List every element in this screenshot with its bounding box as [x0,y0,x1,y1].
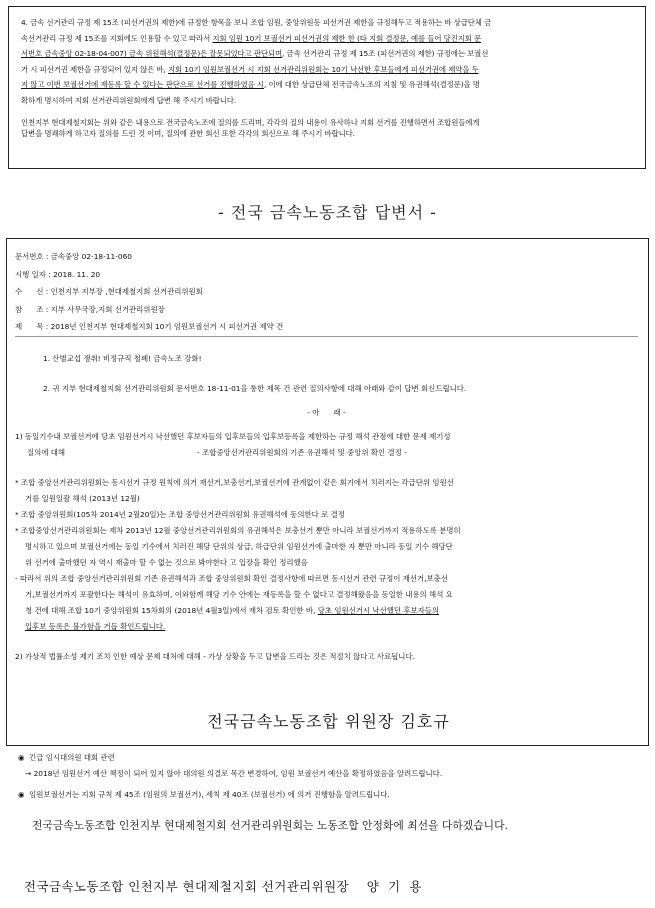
inquiry-line [21,77,633,93]
union-president-signoff: 전국금속노동조합 위원장 김호규 [207,712,450,731]
cc [15,301,638,319]
recipient-label: 수 신 : [15,287,51,296]
bullet-4: - 따라서 위의 조합 중앙선거관리위원회 기존 유권해석과 조합 중앙위원회 확인 결정사항에 따르면 동시선거 관련 규정이 재선거,보충선 [15,573,448,583]
committee-chair-signature: 전국금속노동조합 인천지부 현대제철지회 선거관리위원장 양 기 용 [24,879,422,894]
bullet-2: * 조합 중앙위원회(105차 2014년 2월20일)는 조합 중앙선거관리위원회 유권해석에 동의한다 로 결정 [15,509,345,519]
reply-heading: - 전국 금속노동조합 답변서 - [218,203,437,222]
question-1-tail: 질의에 대해 [27,447,66,457]
bullet-3-cont: 명시하고 있으며 보궐선거에는 동일 기수에서 치러진 해당 단위의 상급, 하급단위 임원선거에 출마한 자 뿐만 아니라 동일 기수 해당단 [25,541,453,551]
question-1-cont [15,445,638,461]
point-2: 2. 귀 지부 현대제철지회 선거관리위원회 문서번호 18-11-01을 통한 제목 건 관련 질의사항에 대해 아래와 같이 답변 회신드립니다. [43,383,467,393]
question-1: 1) 동일기수내 보궐선거에 당초 임원선거시 낙선했던 후보자들의 입후보들의 입후보등록을 제한하는 규정 해석 관점에 대한 문제 제기성 [15,431,451,441]
bullet-4-cont [15,603,638,619]
inquiry-underlined-text: 서번호 금속중앙 02-18-04-007) 금속 위원해석(결정문)은 잘못되었다고 판단되며 [21,49,283,59]
inquiry-line [21,62,633,78]
notice-detail: → 2018년 임원선거 예산 책정이 되어 있지 않아 대의원 의결로 목간 변경하여, 임원 보궐선거 예산을 확정하였음을 알려드립니다. [18,768,443,778]
notice-list [18,750,638,803]
recipient-value: 인천지부 지부장 ,현대제철지회 선거관리위원회 [50,287,203,296]
inquiry-line [21,31,633,47]
issue-date: 시행 일자 : 2018. 11. 20 [15,269,101,279]
inquiry-line [21,46,633,62]
inquiry-box [8,6,646,169]
bullet-4-conclusion: 입후보 등록은 불가함을 거듭 확인드립니다. [25,621,166,631]
subject-label: 제 목 : [15,322,51,331]
inquiry-underlined-text: 지 않고 이번 보궐선거에 재등록 할 수 있다는 판단으로 선거를 진행하였음 시 [21,80,264,90]
inquiry-line: 4. 금속 선거관리 규정 제 15조 (피선거권의 제한)에 규정한 항목을 보니 조합 임원, 중앙위원등 피선거권 제한을 규정해두고 적용하는 바 상급단체 금 [21,18,492,27]
inquiry-line: 확하게 명시하여 지회 선거관리위원회에게 답변 해 주시기 바랍니다. [21,95,237,105]
closing-statement: 전국금속노동조합 인천지부 현대제철지회 선거관리위원회는 노동조합 안정화에 최선을 다하겠습니다. [32,819,508,832]
answer-1-title: - 조합중앙선거관리위원회의 기존 유권해석 및 중앙위 확인 결정 - [197,447,407,457]
bullet-4-text: 청 건에 대해 조합 10기 중앙위원회 15차회의 (2018년 4월3일)에서 재차 검토 확인한 바, [25,605,318,615]
doc-number: 문서번호 : 금속중앙 02-18-11-060 [15,252,132,261]
reply-box [6,238,649,746]
inquiry-text: , 금속 선거관리 규정 제 15조 (피선거권의 제한) 규정에는 보궐선 [282,49,489,59]
inquiry-text: , 이에 대한 상급단체 전국금속노조의 지침 및 유권해석(결정문)을 명 [263,80,480,90]
recipient [15,283,638,301]
subject [15,318,638,337]
inquiry-text: 거 시 피선거권 제한을 규정되어 있지 않은 바, [21,64,168,74]
subject-value: 2018년 인천지부 현대제철지회 10기 임원보궐선거 시 피선거권 제약 건 [50,322,284,331]
below-marker: - 아 래 - [307,407,346,417]
inquiry-underlined-text: 지회 임원 10기 보궐선거 피선거권의 제한 한 (타 지회 결정문, 예를 들어 당진지회 문 [212,33,482,43]
bullet-1: * 조합 중앙선거관리위원회는 동시선거 규정 원칙에 의거 재선거,보충선거,보궐선거에 관계없이 같은 회기에서 치러지는 각급단위 임원선 [15,477,454,487]
point-1: 1. 산별교섭 쟁취! 비정규직 철폐! 금속노조 강화! [43,353,202,363]
inquiry-note: 인천지부 현대제철지회는 위와 같은 내용으로 전국금속노조에 질의를 드리며, 각각의 질의 내용이 유사하나 지회 선거를 진행하면서 조합원들에게 [21,117,480,127]
bullet-4-cont: 거,보궐선거까지 포괄한다는 해석이 유효하며, 이와함께 해당 기수 안에는 재등록을 할 수 없다고 결정해왔음을 동일한 내용의 해석 요 [25,589,453,599]
bullet-4-underlined: 당초 임원선거시 낙선했던 후보자들의 [317,605,440,615]
inquiry-text: 속선거관리 규정 제 15조를 지회에도 인용할 수 있고 따라서 [21,33,213,43]
question-2: 2) 가상적 법률소성 제기 조치 인한 예상 문제 대처에 대해 - 가상 상황을 두고 답변을 드리는 것은 적절치 않다고 사료됩니다. [15,651,415,661]
notice-item: ◉ 긴급 임시대의원 대회 관련 [18,753,115,762]
cc-label: 참 조 : [15,304,51,314]
bullet-1-cont: 거를 일원일괄 해석 (2013년 12월) [25,493,140,503]
inquiry-note: 답변을 명쾌하게 하고자 질의를 드린 것 이며, 질의에 관한 회신 또한 각각의 회신으로 해 주시기 바랍니다. [21,128,355,138]
notice-item: ◉ 임원보궐선거는 지회 규칙 제 45조 (임원의 보궐선거), 세칙 제 40조 (보궐선거) 에 의거 진행함을 알려드립니다. [18,790,390,799]
inquiry-underlined-text: 지회 10기 임원보궐선거 시 지회 선거관리위원회는 10기 낙선한 후보들에게 피선거권에 제약을 두 [167,64,479,74]
cc-value: 지부 사무국장,지회 선거관리위원장 [50,304,165,314]
bullet-3: * 조합중앙선거관리위원회는 재차 2013년 12월 중앙선거관리위원회의 유권해석은 보충선거 뿐만 아니라 보궐선거까지 적용하도록 분명히 [15,525,461,535]
bullet-3-cont: 위 선거에 출마했던 자 역시 재출마 할 수 없는 것으로 봐야한다 고 입장을 확인 정리했음 [25,557,308,567]
